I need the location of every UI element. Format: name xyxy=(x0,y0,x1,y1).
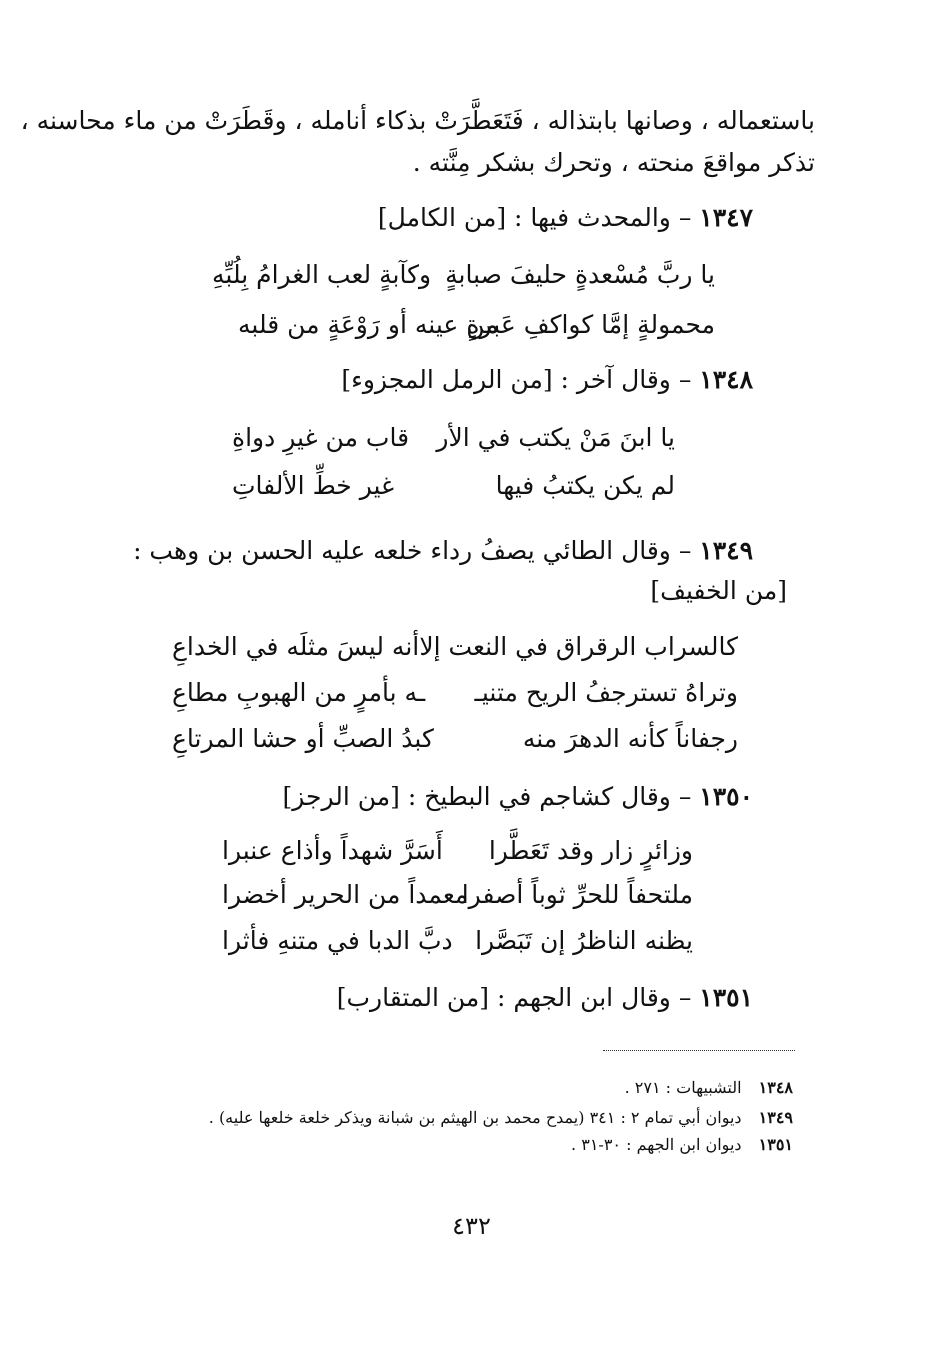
page-number: ٤٣٢ xyxy=(452,1212,491,1240)
verse-second-hemistich: قاب من غيرِ دواةِ xyxy=(232,423,410,452)
footnote-number: ١٣٥١ xyxy=(758,1135,793,1154)
entry-heading-text: – وقال ابن الجهم : [من المتقارب] xyxy=(336,983,692,1012)
verse-first-hemistich: يظنه الناظرُ إن تَبَصَّرا xyxy=(475,926,693,955)
verse-first-hemistich: وزائرٍ زار وقد تَعَطَّرا xyxy=(488,836,693,865)
entry-number: ١٣٤٧ xyxy=(699,203,753,232)
entry-heading-text: – وقال آخر : [من الرمل المجزوء] xyxy=(341,365,692,394)
entry-heading-text: – وقال كشاجم في البطيخ : [من الرجز] xyxy=(282,782,692,811)
entry-1349-heading xyxy=(133,538,753,563)
footnote xyxy=(571,1137,793,1153)
verse-second-hemistich: من عينه أو رَوْعَةٍ من قلبه xyxy=(238,310,499,339)
verse-second-hemistich: أنه ليسَ مثلَه في الخداعِ xyxy=(172,632,420,661)
verse-first-hemistich: محمولةٍ إمَّا كواكفِ عَبرةٍ xyxy=(466,310,715,339)
verse-second-hemistich: أَسَرَّ شهداً وأذاع عنبرا xyxy=(222,836,443,865)
verse-second-hemistich: ـه بأمرٍ من الهبوبِ مطاعِ xyxy=(172,678,426,707)
entry-number: ١٣٤٩ xyxy=(699,536,753,565)
entry-1347-heading xyxy=(378,205,753,230)
verse-second-hemistich: وكآبةٍ لعب الغرامُ بِلُبِّهِ xyxy=(212,260,432,289)
entry-heading-text: – وقال الطائي يصفُ رداء خلعه عليه الحسن بن وهب : xyxy=(133,536,692,565)
verse-first-hemistich: وتراهُ تسترجفُ الريح متنيـ xyxy=(474,678,738,707)
entry-1348-heading xyxy=(341,367,753,392)
footnote xyxy=(625,1080,793,1096)
verse-first-hemistich: ملتحفاً للحرِّ ثوباً أصفرا xyxy=(461,880,693,909)
intro-line-2: تذكر مواقعَ منحته ، وتحرك بشكر مِنَّته . xyxy=(412,148,815,177)
verse-first-hemistich: يا ربَّ مُسْعدةٍ حليفَ صبابةٍ xyxy=(445,260,715,289)
entry-1351-heading xyxy=(337,985,753,1010)
entry-number: ١٣٥٠ xyxy=(699,782,753,811)
footnote-text: التشبيهات : ٢٧١ . xyxy=(624,1078,742,1097)
entry-heading-text: – والمحدث فيها : [من الكامل] xyxy=(377,203,692,232)
entry-number: ١٣٥١ xyxy=(699,983,753,1012)
entry-1350-heading xyxy=(282,784,753,809)
verse-first-hemistich: لم يكن يكتبُ فيها xyxy=(495,471,675,500)
footnote-number: ١٣٤٩ xyxy=(758,1108,793,1127)
footnote-text: ديوان أبي تمام ٢ : ٣٤١ (يمدح محمد بن الهيثم بن شبانة ويذكر خلعة خلعها عليه) . xyxy=(208,1108,742,1127)
verse-first-hemistich: رجفاناً كأنه الدهرَ منه xyxy=(522,724,738,753)
verse-second-hemistich: معمداً من الحرير أخضرا xyxy=(222,880,469,909)
entry-number: ١٣٤٨ xyxy=(699,365,753,394)
verse-second-hemistich: كبدُ الصبِّ أو حشا المرتاعِ xyxy=(172,724,434,753)
verse-first-hemistich: يا ابنَ مَنْ يكتب في الأر xyxy=(436,423,675,452)
verse-second-hemistich: دبَّ الدبا في متنهِ فأثرا xyxy=(222,926,453,955)
footnote xyxy=(209,1110,793,1126)
verse-first-hemistich: كالسراب الرقراق في النعت إلا xyxy=(419,632,738,661)
footnote-text: ديوان ابن الجهم : ٣٠-٣١ . xyxy=(571,1135,742,1154)
footnote-separator xyxy=(603,1050,795,1051)
verse-second-hemistich: غير خطِّ الألفاتِ xyxy=(232,471,395,500)
entry-1349-meter: [من الخفيف] xyxy=(650,576,787,605)
intro-line-1: باستعماله ، وصانها بابتذاله ، فَتَعَطَّرَتْ بذكاء أنامله ، وقَطَرَتْ من ماء محاسنه ، xyxy=(20,106,815,135)
footnote-number: ١٣٤٨ xyxy=(758,1078,793,1097)
